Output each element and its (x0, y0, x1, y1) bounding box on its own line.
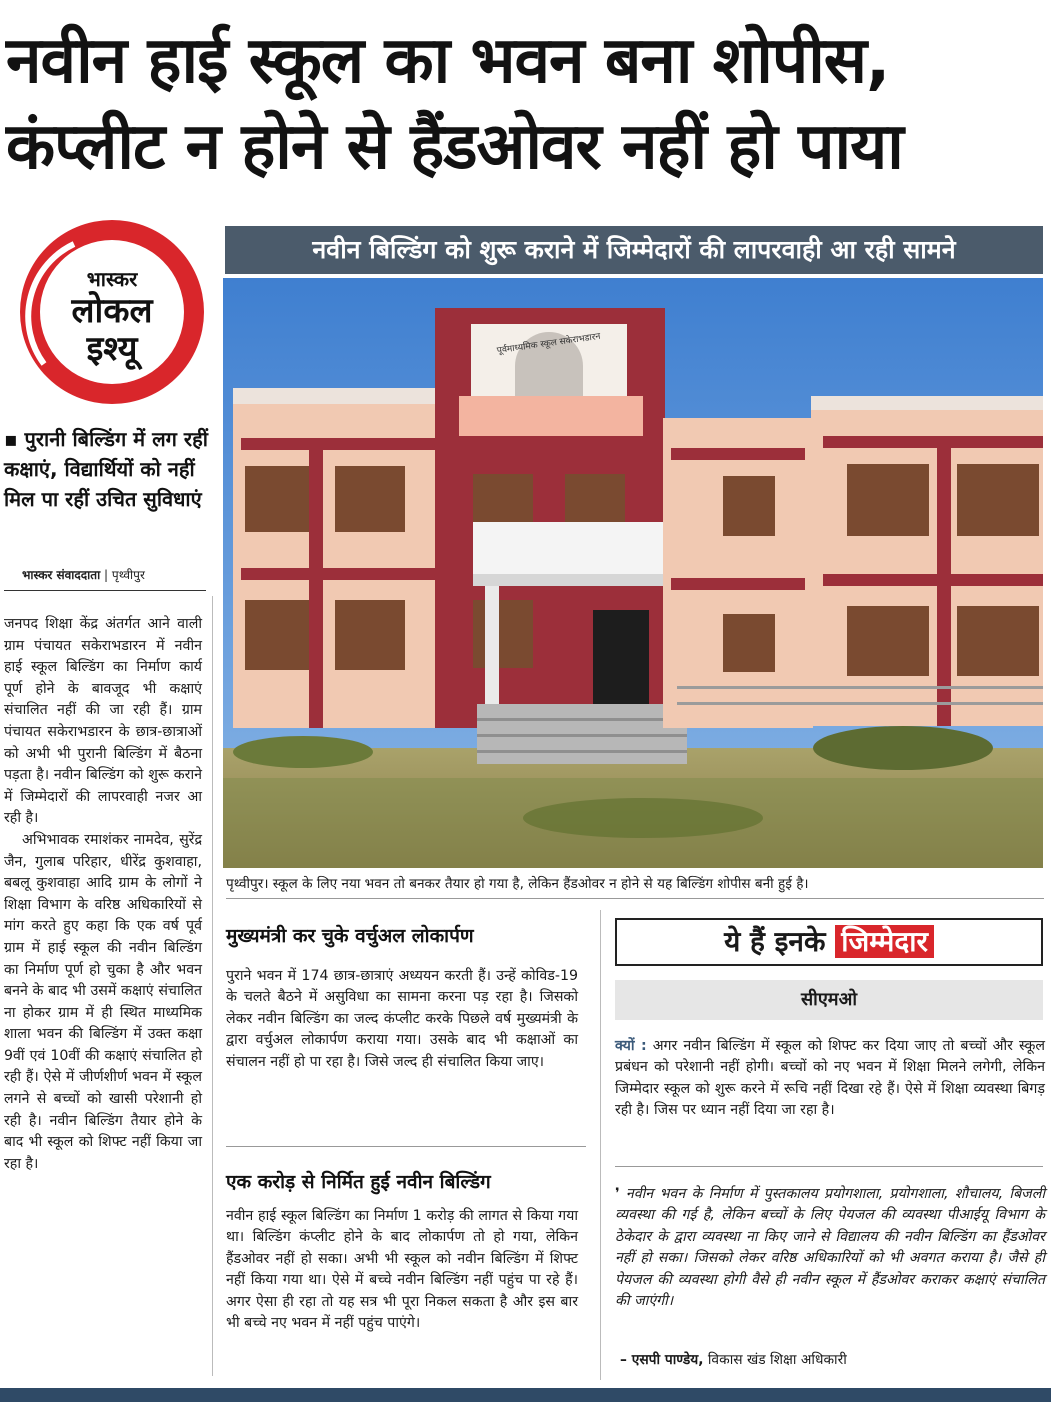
column-divider (212, 596, 213, 1376)
building-sign: पूर्वमाध्यमिक स्कूल सकेराभडारन (496, 331, 602, 357)
local-issue-badge (14, 214, 210, 410)
quote-text: नवीन भवन के निर्माण में पुस्तकालय प्रयोगशाला, प्रयोगशाला, शौचालय, बिजली व्यवस्था की गई है, लेकिन बच्चों के लिए पेयजल की व्यवस्था पीआईयू विभाग के ठेकेदार के द्वारा व्यवस्था ना किए जाने से विद्यालय की नवीन बिल्डिंग का हैंडओवर नहीं हो सका। जिसको लेकर वरिष्ठ अधिकारियों को भी अवगत कराया है। जैसे ही पेयजल की व्यवस्था होगी वैसे ही नवीन स्कूल में हैंडओवर कराकर कक्षाएं संचालित की जाएंगी। (615, 1186, 1045, 1310)
why-paragraph (615, 1036, 1045, 1122)
byline-place: पृथ्वीपुर (111, 568, 145, 582)
headline-line-1: नवीन हाई स्कूल का भवन बना शोपीस, (6, 24, 890, 98)
caption-rule (226, 898, 1044, 899)
quote-rule (615, 1166, 1043, 1167)
section-body-one-crore (226, 1206, 578, 1334)
photo-caption: पृथ्वीपुर। स्कूल के लिए नया भवन तो बनकर तैयार हो गया है, लेकिन हैंडओवर न होने से यह बिल्डिंग शोपीस बनी हुई है। (226, 876, 809, 892)
signature-name: – एसपी पाण्डेय, (620, 1352, 704, 1368)
section-divider (226, 1146, 586, 1147)
section2-paragraph: नवीन हाई स्कूल बिल्डिंग का निर्माण 1 करोड़ की लागत से किया गया था। बिल्डिंग कंप्लीट होने के बाद लोकार्पण तो हो गया, लेकिन हैंडओवर नहीं हो सका। अभी भी स्कूल को नवीन बिल्डिंग में शिफ्ट नहीं किया गया था। ऐसे में बच्चे नवीन बिल्डिंग नहीं पहुंच पा रहे हैं। अगर ऐसा ही रहा तो यह सत्र भी पूरा निकल सकता है और इस बार भी बच्चे नए भवन में नहीं पहुंच पाएंगे। (226, 1208, 578, 1332)
section1-paragraph: पुराने भवन में 174 छात्र-छात्राएं अध्ययन करती हैं। उन्हें कोविड-19 के चलते बैठने में असुविधा का सामना करना पड़ रहा है। जिसको लेकर नवीन बिल्डिंग का जल्द कंप्लीट करके पिछले वर्ष मुख्यमंत्री के द्वारा वर्चुअल लोकार्पण कराया गया। उसके बाद भी कक्षाओं का संचालन नहीं हो पा रहा है। जिसे जल्द ही संचालित किया जाए। (226, 968, 578, 1070)
badge-top-text: भास्कर (86, 267, 138, 291)
bottom-bar (0, 1388, 1051, 1402)
headline (6, 18, 1046, 190)
left-paragraph-2: अभिभावक रमाशंकर नामदेव, सुरेंद्र जैन, गुलाब परिहार, धीरेंद्र कुशवाहा, बबलू कुशवाहा आदि ग्राम के लोगों ने शिक्षा विभाग के वरिष्ठ अधिकारियों से मांग करते हुए कहा कि एक वर्ष पूर्व ग्राम में हाई स्कूल की नवीन बिल्डिंग का निर्माण पूर्ण हो चुका है और भवन बनने के बाद भी उसमें कक्षाएं संचालित ना होकर ग्राम में ही स्थित माध्यमिक शाला भवन की बिल्डिंग में उक्त कक्षा 9वीं एवं 10वीं की कक्षाएं संचालित हो रही हैं। ऐसे में जीर्णशीर्ण भवन में स्कूल लगने से बच्चों को खासी परेशानी हो रही है। नवीन बिल्डिंग तैयार होने के बाद भी स्कूल को शिफ्ट नहीं किया जा रहा है। (4, 831, 202, 1172)
official-quote (615, 1184, 1045, 1312)
byline (22, 566, 145, 583)
byline-author: भास्कर संवाददाता (22, 568, 101, 582)
responsible-role: सीएमओ (615, 980, 1043, 1020)
quote-mark: ❜ (615, 1186, 620, 1202)
school-building-photo (223, 278, 1043, 868)
byline-divider: | (104, 568, 109, 582)
responsible-title-prefix: ये हैं इनके (724, 925, 826, 958)
why-text: अगर नवीन बिल्डिंग में स्कूल को शिफ्ट कर दिया जाए तो बच्चों और स्कूल प्रबंधन को परेशानी नहीं होगी। बच्चों को नए भवन में शिक्षा मिलने लगेगी, लेकिन जिम्मेदार स्कूल को शुरू करने में रूचि नहीं दिखा रहे हैं। ऐसे में शिक्षा व्यवस्था बिगड़ रही है। जिस पर ध्यान नहीं दिया जा रहा है। (615, 1038, 1045, 1119)
left-column-text (4, 614, 202, 1175)
bullet-subheadline: ▪ पुरानी बिल्डिंग में लग रहीं कक्षाएं, विद्यार्थियों को नहीं मिल पा रहीं उचित सुविधाएं (4, 427, 208, 511)
quote-signature (620, 1350, 847, 1369)
subheadline-bar: नवीन बिल्डिंग को शुरू कराने में जिम्मेदारों की लापरवाही आ रही सामने (225, 226, 1043, 274)
headline-line-2: कंप्लीट न होने से हैंडओवर नहीं हो पाया (6, 110, 903, 184)
responsible-title-highlight: जिम्मेदार (835, 925, 934, 958)
left-paragraph-1: जनपद शिक्षा केंद्र अंतर्गत आने वाली ग्राम पंचायत सकेराभडारन में नवीन हाई स्कूल बिल्डिंग का निर्माण कार्य पूर्ण होने के बावजूद भी कक्षाएं संचालित नहीं की जा रही हैं। ग्राम पंचायत सकेराभडारन के छात्र-छात्राओं को अभी भी पुरानी बिल्डिंग में बैठना पड़ता है। नवीन बिल्डिंग को शुरू कराने में जिम्मेदारों की लापरवाही नजर आ रही है। (4, 616, 202, 827)
responsible-title (617, 920, 1041, 964)
section-title-virtual-inauguration: मुख्यमंत्री कर चुके वर्चुअल लोकार्पण (226, 925, 474, 947)
column-divider-right (600, 910, 601, 1380)
signature-title: विकास खंड शिक्षा अधिकारी (707, 1352, 847, 1368)
section-title-one-crore: एक करोड़ से निर्मित हुई नवीन बिल्डिंग (226, 1171, 491, 1193)
divider-line (4, 590, 206, 591)
badge-bottom-text: इश्यू (86, 329, 138, 369)
section-body-virtual-inauguration (226, 966, 578, 1073)
badge-middle-text: लोकल (71, 291, 153, 331)
why-label: क्यों : (615, 1038, 647, 1054)
responsible-box (615, 918, 1043, 966)
